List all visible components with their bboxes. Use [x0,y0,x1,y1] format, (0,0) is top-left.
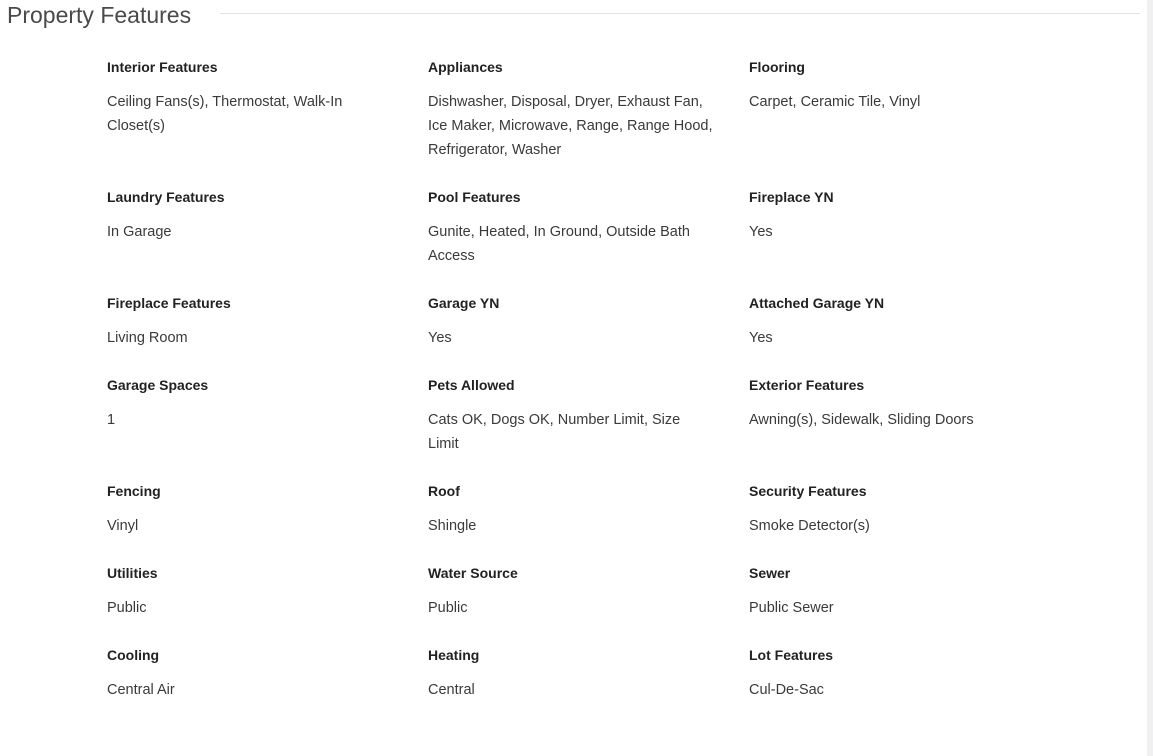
feature-label: Lot Features [749,647,834,663]
feature-utilities [107,563,428,620]
feature-value: Yes [749,224,773,240]
feature-label: Fencing [107,483,161,499]
feature-value: Shingle [428,518,477,534]
feature-label: Attached Garage YN [749,295,885,311]
section-divider [220,13,1140,14]
feature-label: Security Features [749,483,867,499]
feature-label: Cooling [107,647,160,663]
feature-label: Fireplace YN [749,189,834,205]
feature-value: Vinyl [107,518,139,534]
feature-label: Pool Features [428,189,521,205]
feature-interior-features [107,57,428,162]
feature-label: Interior Features [107,59,218,75]
feature-security-features [749,481,1070,538]
feature-fireplace-yn [749,187,1070,268]
feature-label: Fireplace Features [107,295,231,311]
feature-label: Sewer [749,565,791,581]
feature-value: Living Room [107,330,188,346]
feature-label: Heating [428,647,480,663]
feature-label: Roof [428,483,460,499]
feature-label: Utilities [107,565,158,581]
feature-roof [428,481,749,538]
feature-label: Garage Spaces [107,377,209,393]
feature-label: Water Source [428,565,518,581]
feature-value: Carpet, Ceramic Tile, Vinyl [749,94,921,110]
section-header [0,0,1140,30]
feature-value: Public [428,600,468,616]
feature-value: Gunite, Heated, In Ground, Outside Bath Access [428,224,690,264]
feature-value: Public [107,600,147,616]
feature-value: Smoke Detector(s) [749,518,870,534]
feature-value: Central Air [107,682,175,698]
feature-cooling [107,645,428,702]
feature-value: Awning(s), Sidewalk, Sliding Doors [749,412,974,428]
feature-heating [428,645,749,702]
feature-label: Garage YN [428,295,500,311]
feature-value: Dishwasher, Disposal, Dryer, Exhaust Fan, Ice Maker, Microwave, Range, Range Hood, Refrigerator, Washer [428,94,713,158]
feature-pets-allowed [428,375,749,456]
feature-label: Flooring [749,59,805,75]
property-features-grid [107,57,1087,702]
feature-value: Cul-De-Sac [749,682,824,698]
feature-value: Public Sewer [749,600,834,616]
feature-label: Pets Allowed [428,377,515,393]
feature-fireplace-features [107,293,428,350]
feature-value: In Garage [107,224,172,240]
feature-exterior-features [749,375,1070,456]
feature-appliances [428,57,749,162]
feature-pool-features [428,187,749,268]
feature-value: Yes [749,330,773,346]
feature-value: Yes [428,330,452,346]
feature-value: Central [428,682,475,698]
feature-value: Ceiling Fans(s), Thermostat, Walk-In Closet(s) [107,94,343,134]
feature-attached-garage-yn [749,293,1070,350]
feature-label: Laundry Features [107,189,225,205]
feature-flooring [749,57,1070,162]
feature-label: Exterior Features [749,377,865,393]
feature-label: Appliances [428,59,503,75]
feature-lot-features [749,645,1070,702]
feature-laundry-features [107,187,428,268]
feature-sewer [749,563,1070,620]
feature-garage-spaces [107,375,428,456]
feature-value: Cats OK, Dogs OK, Number Limit, Size Limit [428,412,681,452]
feature-fencing [107,481,428,538]
feature-water-source [428,563,749,620]
section-title: Property Features [7,2,192,28]
feature-garage-yn [428,293,749,350]
feature-value: 1 [107,412,116,428]
scrollbar-track[interactable] [1147,0,1153,756]
